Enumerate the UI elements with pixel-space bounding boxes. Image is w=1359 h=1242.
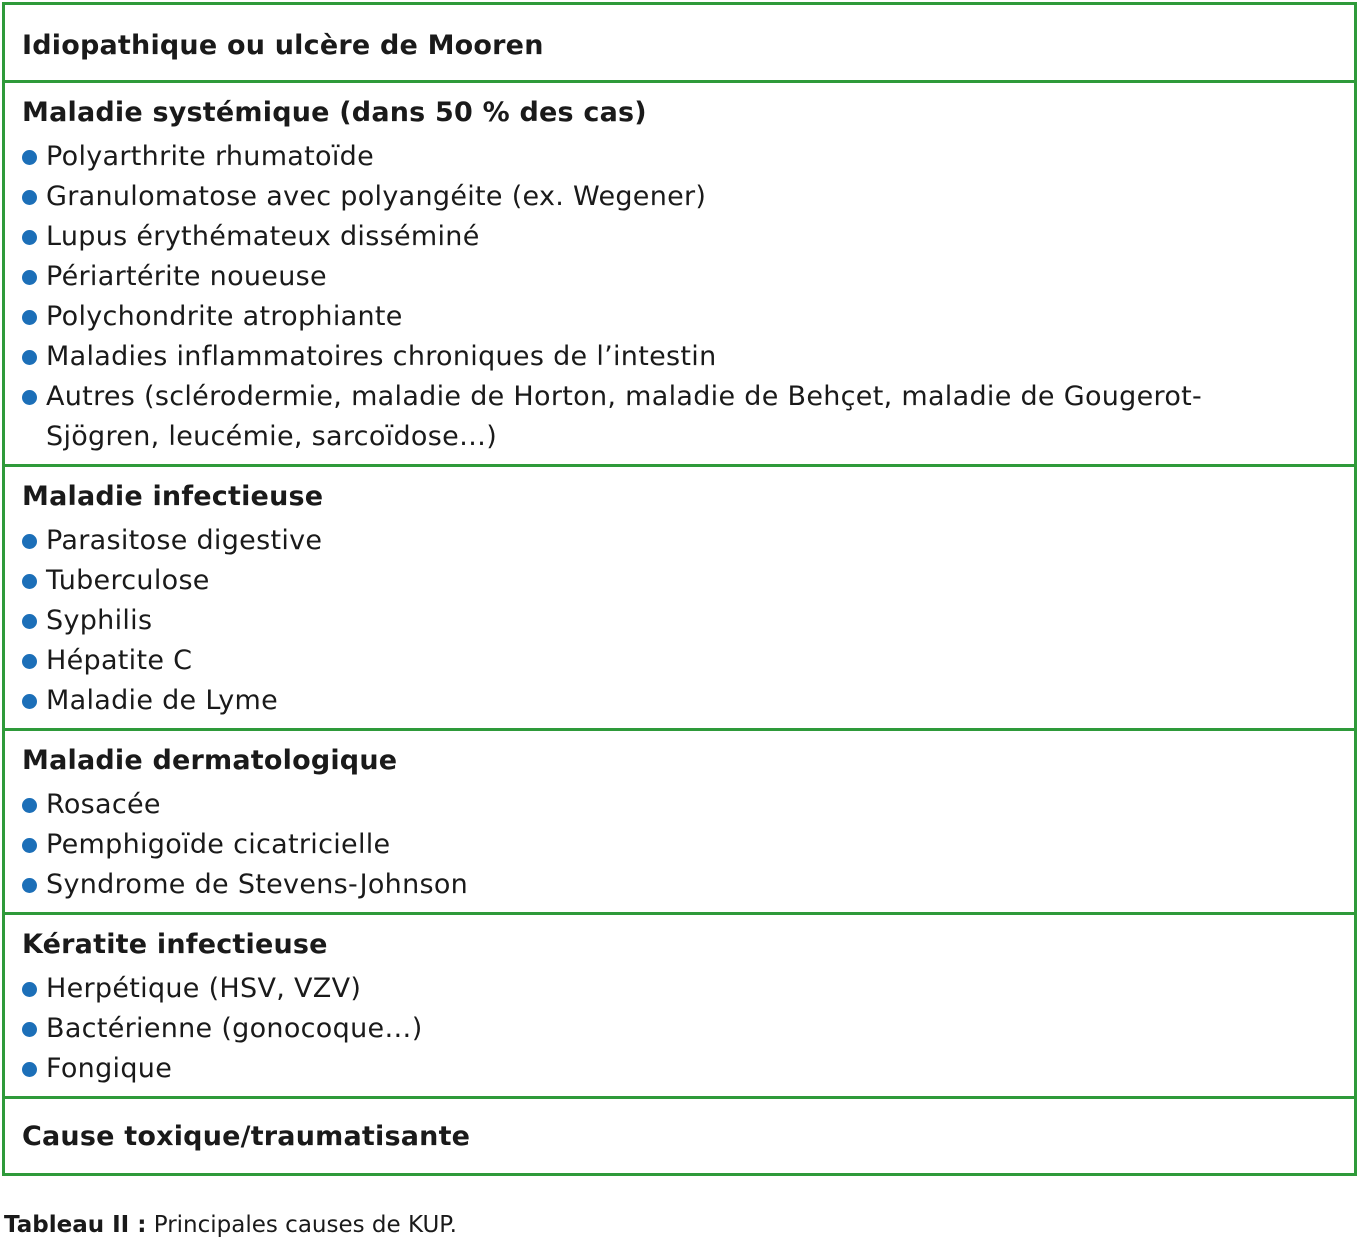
list-item: Maladies inflammatoires chroniques de l’intestin [22,337,1337,377]
list-item: Autres (sclérodermie, maladie de Horton, maladie de Behçet, maladie de Gougerot-Sjögren, leucémie, sarcoïdose…) [22,377,1337,457]
bullet-icon [22,694,37,709]
section-title: Idiopathique ou ulcère de Mooren [22,30,544,61]
bullet-icon [22,350,37,365]
list-item: Fongique [22,1049,1337,1089]
list-item: Tuberculose [22,561,1337,601]
list-item: Polyarthrite rhumatoïde [22,137,1337,177]
list-item: Lupus érythémateux disséminé [22,217,1337,257]
bullet-icon [22,982,37,997]
item-list [22,137,1337,457]
bullet-icon [22,838,37,853]
section-toxique [5,1099,1354,1176]
bullet-icon [22,574,37,589]
bullet-icon [22,190,37,205]
bullet-icon [22,230,37,245]
list-item: Bactérienne (gonocoque…) [22,1009,1337,1049]
list-item: Pemphigoïde cicatricielle [22,825,1337,865]
section-title: Maladie dermatologique [22,745,398,776]
table-caption [4,1208,457,1242]
section-systemique [5,83,1354,467]
list-item: Syphilis [22,601,1337,641]
list-item: Rosacée [22,785,1337,825]
section-infectieuse [5,467,1354,731]
caption-text: Principales causes de KUP. [146,1212,457,1238]
list-item: Parasitose digestive [22,521,1337,561]
bullet-icon [22,310,37,325]
item-list [22,521,1337,721]
section-title: Maladie systémique (dans 50 % des cas) [22,97,647,128]
list-item: Syndrome de Stevens-Johnson [22,865,1337,905]
list-item: Polychondrite atrophiante [22,297,1337,337]
section-keratite [5,915,1354,1099]
bullet-icon [22,654,37,669]
section-title: Maladie infectieuse [22,481,324,512]
list-item: Périartérite noueuse [22,257,1337,297]
bullet-icon [22,270,37,285]
list-item: Maladie de Lyme [22,681,1337,721]
bullet-icon [22,390,37,405]
list-item: Hépatite C [22,641,1337,681]
item-list [22,785,1337,905]
bullet-icon [22,534,37,549]
section-dermatologique [5,731,1354,915]
bullet-icon [22,878,37,893]
section-title: Kératite infectieuse [22,929,328,960]
caption-label: Tableau II : [4,1212,147,1238]
bullet-icon [22,150,37,165]
item-list [22,969,1337,1089]
bullet-icon [22,798,37,813]
section-idiopathique [5,5,1354,83]
bullet-icon [22,1022,37,1037]
bullet-icon [22,614,37,629]
causes-table [2,2,1357,1176]
list-item: Herpétique (HSV, VZV) [22,969,1337,1009]
bullet-icon [22,1062,37,1077]
section-title: Cause toxique/traumatisante [22,1121,471,1152]
list-item: Granulomatose avec polyangéite (ex. Wegener) [22,177,1337,217]
